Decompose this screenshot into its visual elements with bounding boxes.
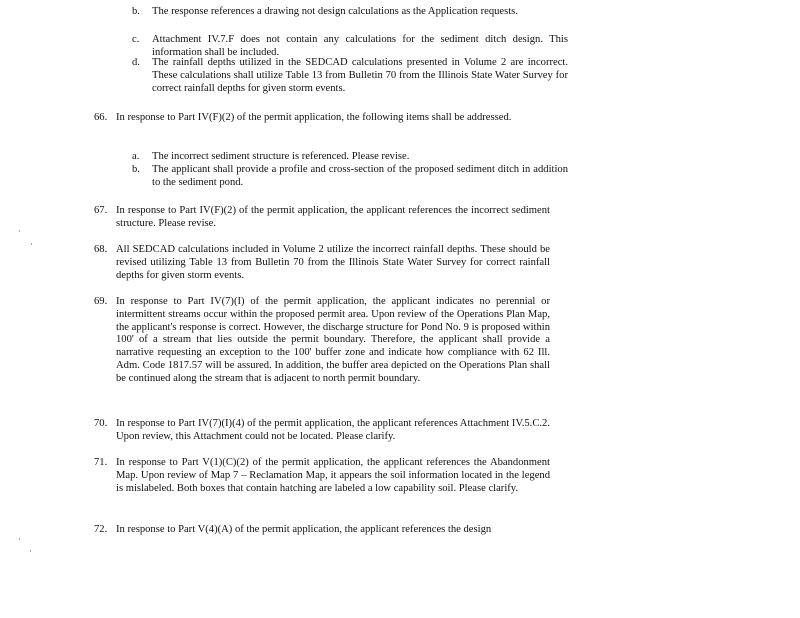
subitem-label: b. xyxy=(132,164,140,175)
subitem-label: c. xyxy=(132,34,140,45)
item-number: 72. xyxy=(94,524,108,535)
scan-speck: · xyxy=(30,240,33,250)
item-body: In response to Part IV(7)(I) of the permit application, the applicant indicates no perennial or intermittent streams occur within the proposed permit area. Upon review of the Operations Plan Map, the applicant's response is correct. However, the discharge structure for Pond No. 9 is proposed within 100' of a stream that lies outside the permit boundary. Therefore, the applicant shall provide a narrative requesting an exception to the 100' buffer zone and indicate how compliance with 62 Ill. Adm. Code 1817.57 will be assured. In addition, the buffer area depicted on the Operations Plan shall be continued along the stream that is adjacent to north permit boundary. xyxy=(116,296,550,384)
subitem-text: The rainfall depths utilized in the SEDCAD calculations presented in Volume 2 are incorrect. These calculations shall utilize Table 13 from Bulletin 70 from the Illinois State Water Survey for correct rainfall depths for given storm events. xyxy=(152,57,568,94)
scan-speck: · xyxy=(18,535,21,545)
item-number: 68. xyxy=(94,244,108,255)
item-body: In response to Part V(4)(A) of the permit application, the applicant references the design xyxy=(116,524,492,535)
item-body: In response to Part IV(F)(2) of the permit application, the applicant references the incorrect sediment structure. Please revise. xyxy=(116,205,550,229)
subitem-text: Attachment IV.7.F does not contain any calculations for the sediment ditch design. This information shall be included. xyxy=(152,34,568,58)
scan-speck: · xyxy=(29,547,32,557)
item-body: All SEDCAD calculations included in Volume 2 utilize the incorrect rainfall depths. These should be revised utilizing Table 13 from Bulletin 70 from the Illinois State Water Survey for correct rainfall depths for given storm events. xyxy=(116,244,550,281)
item-number: 69. xyxy=(94,296,108,307)
item-number: 66. xyxy=(94,112,108,123)
scan-speck: · xyxy=(18,227,21,237)
item-number: 67. xyxy=(94,205,108,216)
item-body: In response to Part V(1)(C)(2) of the permit application, the applicant references the Abandonment Map. Upon review of Map 7 – Reclamation Map, it appears the soil information located in the legend is mislabeled. Both boxes that contain hatching are labeled a low capability soil. Please clarify. xyxy=(116,457,550,494)
subitem-text: The response references a drawing not design calculations as the Application requests. xyxy=(152,6,518,17)
item-number: 71. xyxy=(94,457,108,468)
subitem-text: The applicant shall provide a profile and cross-section of the proposed sediment ditch in addition to the sediment pond. xyxy=(152,164,568,188)
item-body: In response to Part IV(F)(2) of the permit application, the following items shall be addressed. xyxy=(116,112,512,123)
subitem-label: d. xyxy=(132,57,140,68)
top-clipped-text xyxy=(330,0,450,1)
item-body: In response to Part IV(7)(I)(4) of the permit application, the applicant references Attachment IV.5.C.2. Upon review, this Attachment could not be located. Please clarify. xyxy=(116,418,550,442)
subitem-label: b. xyxy=(132,6,140,17)
subitem-text: The incorrect sediment structure is referenced. Please revise. xyxy=(152,151,410,162)
item-number: 70. xyxy=(94,418,108,429)
subitem-label: a. xyxy=(132,151,140,162)
